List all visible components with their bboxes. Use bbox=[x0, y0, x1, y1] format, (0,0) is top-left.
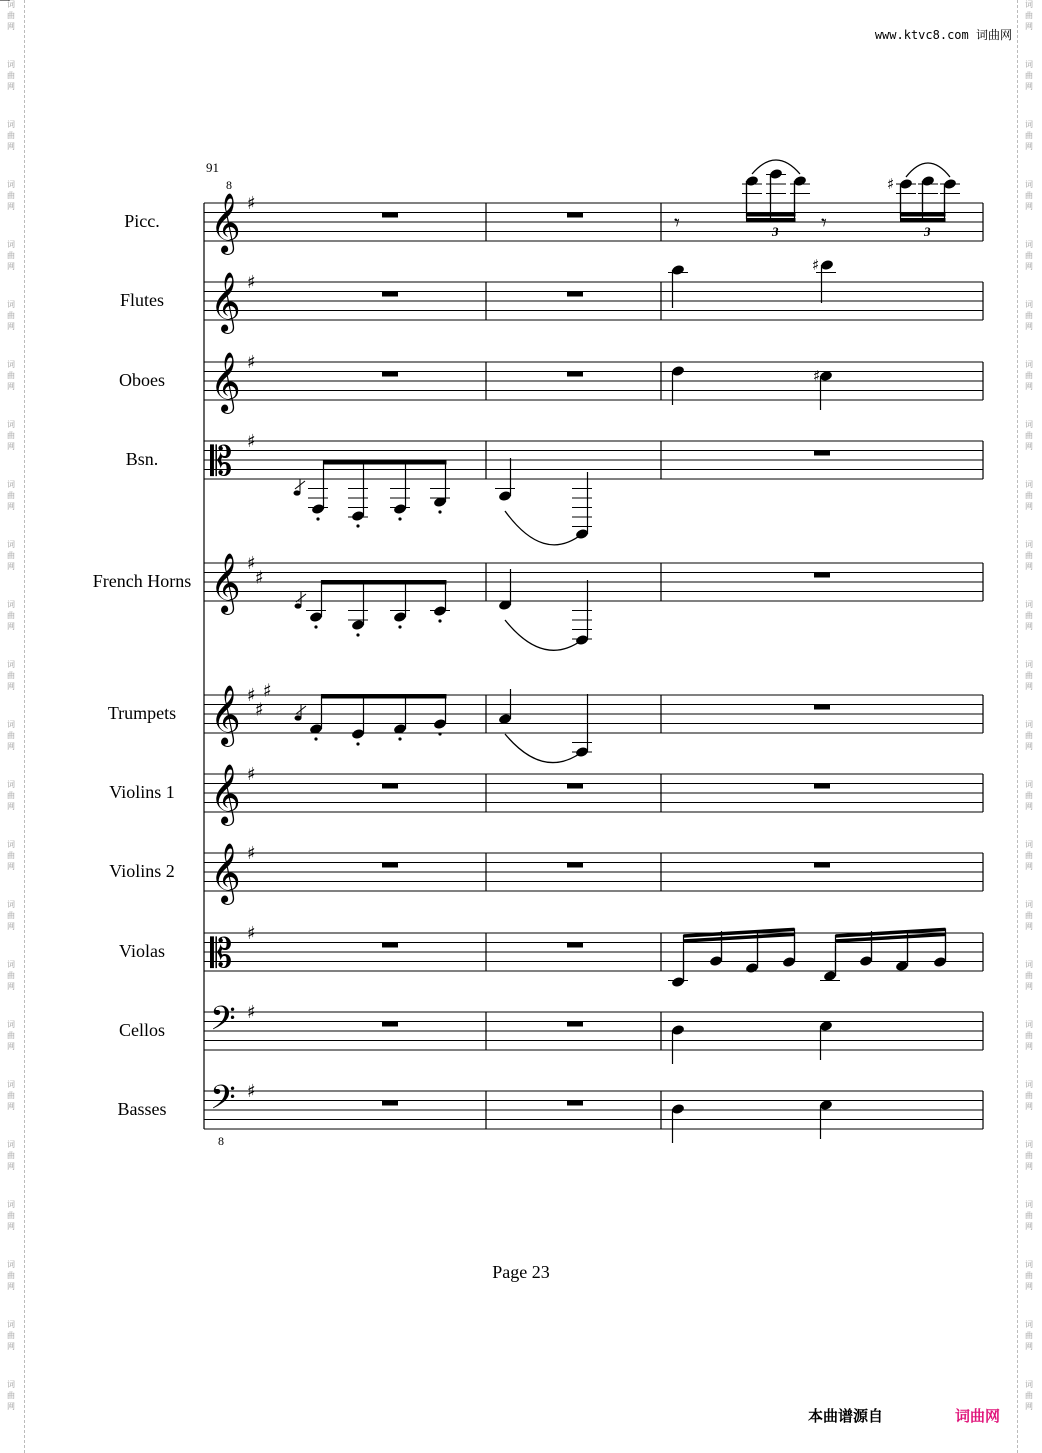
watermark-char: 曲 bbox=[7, 1391, 15, 1400]
watermark-char: 网 bbox=[1025, 622, 1033, 631]
sharp-key-signature: ♯ bbox=[247, 272, 256, 293]
watermark-char: 网 bbox=[1025, 1102, 1033, 1111]
watermark-char: 网 bbox=[1025, 82, 1033, 91]
watermark-char: 网 bbox=[1025, 382, 1033, 391]
watermark-char: 网 bbox=[1025, 262, 1033, 271]
watermark-char: 曲 bbox=[1025, 1271, 1033, 1280]
watermark-char: 曲 bbox=[1025, 11, 1033, 20]
treble-clef: 𝄞 bbox=[210, 764, 241, 825]
staccato-dot bbox=[438, 510, 441, 513]
treble-clef: 𝄞 bbox=[210, 843, 241, 904]
sharp-key-signature: ♯ bbox=[247, 685, 256, 706]
watermark-char: 网 bbox=[1025, 202, 1033, 211]
watermark-char: 网 bbox=[1025, 682, 1033, 691]
beam bbox=[900, 218, 946, 222]
watermark-char: 词 bbox=[1025, 300, 1033, 309]
watermark-char: 网 bbox=[7, 1222, 15, 1231]
watermark-char: 词 bbox=[1025, 960, 1033, 969]
accidental-sharp: ♯ bbox=[887, 175, 895, 193]
watermark-char: 曲 bbox=[7, 731, 15, 740]
octave-mark: 8 bbox=[218, 1134, 224, 1148]
alto-clef: 𝄡 bbox=[210, 439, 233, 486]
watermark-char: 曲 bbox=[1025, 371, 1033, 380]
staccato-dot bbox=[356, 742, 359, 745]
watermark-char: 曲 bbox=[7, 431, 15, 440]
sharp-key-signature: ♯ bbox=[247, 764, 256, 785]
measure-number: 91 bbox=[206, 160, 219, 175]
watermark-char: 网 bbox=[7, 142, 15, 151]
watermark-char: 网 bbox=[7, 1162, 15, 1171]
beam bbox=[746, 218, 796, 222]
treble-clef: 𝄞 bbox=[210, 272, 241, 333]
alto-clef: 𝄡 bbox=[210, 931, 233, 978]
watermark-char: 词 bbox=[7, 240, 15, 249]
staccato-dot bbox=[438, 619, 441, 622]
sharp-key-signature: ♯ bbox=[255, 699, 264, 721]
watermark-char: 网 bbox=[7, 502, 15, 511]
treble-clef: 𝄞 bbox=[210, 352, 241, 413]
whole-rest bbox=[567, 213, 583, 218]
watermark-char: 网 bbox=[7, 742, 15, 751]
watermark-char: 曲 bbox=[1025, 851, 1033, 860]
slur bbox=[505, 511, 582, 545]
whole-rest bbox=[382, 1101, 398, 1106]
watermark-char: 曲 bbox=[7, 611, 15, 620]
beam bbox=[323, 460, 447, 465]
watermark-char: 词 bbox=[7, 1020, 15, 1029]
watermark-char: 曲 bbox=[7, 911, 15, 920]
watermark-char: 网 bbox=[7, 1342, 15, 1351]
sharp-key-signature: ♯ bbox=[247, 1002, 256, 1023]
watermark-char: 曲 bbox=[7, 1211, 15, 1220]
watermark-char: 曲 bbox=[7, 551, 15, 560]
watermark-char: 网 bbox=[1025, 22, 1033, 31]
watermark-char: 词 bbox=[7, 180, 15, 189]
staccato-dot bbox=[438, 732, 441, 735]
whole-rest bbox=[382, 863, 398, 868]
slur bbox=[906, 163, 950, 177]
watermark-char: 词 bbox=[1025, 240, 1033, 249]
watermark-char: 曲 bbox=[7, 851, 15, 860]
eighth-rest: 𝄾 bbox=[674, 211, 680, 236]
beam bbox=[321, 694, 447, 699]
treble-clef: 𝄞 bbox=[210, 553, 241, 614]
watermark-char: 词 bbox=[1025, 720, 1033, 729]
staff bbox=[204, 680, 983, 747]
bass-clef: 𝄢 bbox=[210, 999, 236, 1046]
whole-rest bbox=[814, 784, 830, 789]
watermark-char: 曲 bbox=[1025, 491, 1033, 500]
watermark-char: 网 bbox=[7, 82, 15, 91]
watermark-char: 网 bbox=[1025, 862, 1033, 871]
watermark-char: 网 bbox=[7, 22, 15, 31]
grace-note bbox=[295, 715, 302, 720]
watermark-char: 词 bbox=[7, 1200, 15, 1209]
watermark-char: 曲 bbox=[1025, 971, 1033, 980]
watermark-char: 网 bbox=[7, 202, 15, 211]
watermark-char: 曲 bbox=[7, 311, 15, 320]
instrument-label-flutes: Flutes bbox=[119, 290, 164, 310]
slur bbox=[505, 734, 582, 763]
slur bbox=[505, 620, 582, 650]
site-name: 词曲网 bbox=[975, 28, 1012, 42]
whole-rest bbox=[567, 1101, 583, 1106]
watermark-char: 网 bbox=[1025, 1282, 1033, 1291]
watermark-char: 词 bbox=[7, 660, 15, 669]
watermark-char: 词 bbox=[7, 420, 15, 429]
sharp-key-signature: ♯ bbox=[247, 1081, 256, 1102]
watermark-char: 词 bbox=[1025, 540, 1033, 549]
watermark-char: 词 bbox=[1025, 1200, 1033, 1209]
watermark-char: 网 bbox=[7, 982, 15, 991]
watermark-char: 网 bbox=[7, 1042, 15, 1051]
watermark-char: 曲 bbox=[1025, 611, 1033, 620]
watermark-char: 曲 bbox=[7, 491, 15, 500]
watermark-char: 词 bbox=[1025, 600, 1033, 609]
watermark-char: 曲 bbox=[1025, 1331, 1033, 1340]
grace-note bbox=[295, 603, 302, 608]
instrument-label-basses: Basses bbox=[117, 1099, 167, 1119]
watermark-char: 曲 bbox=[7, 1031, 15, 1040]
sharp-key-signature: ♯ bbox=[247, 193, 256, 214]
watermark-char: 词 bbox=[1025, 1260, 1033, 1269]
watermark-char: 网 bbox=[7, 1282, 15, 1291]
sharp-key-signature: ♯ bbox=[263, 680, 272, 702]
watermark-char: 曲 bbox=[1025, 1091, 1033, 1100]
watermark-char: 词 bbox=[7, 360, 15, 369]
staff bbox=[204, 272, 983, 334]
watermark-char: 曲 bbox=[7, 1091, 15, 1100]
staccato-dot bbox=[398, 737, 401, 740]
watermark-char: 词 bbox=[1025, 1380, 1033, 1389]
accidental-sharp: ♯ bbox=[812, 256, 820, 274]
staccato-dot bbox=[314, 737, 317, 740]
staff bbox=[204, 1079, 983, 1148]
watermark-char: 曲 bbox=[7, 1271, 15, 1280]
treble-clef: 𝄞 bbox=[210, 685, 241, 746]
watermark-char: 曲 bbox=[1025, 311, 1033, 320]
watermark-char: 曲 bbox=[1025, 1211, 1033, 1220]
watermark-char: 曲 bbox=[7, 791, 15, 800]
staccato-dot bbox=[356, 633, 359, 636]
watermark-char: 词 bbox=[1025, 420, 1033, 429]
watermark-char: 词 bbox=[7, 720, 15, 729]
watermark-char: 词 bbox=[1025, 780, 1033, 789]
watermark-char: 网 bbox=[7, 382, 15, 391]
watermark-char: 词 bbox=[7, 540, 15, 549]
whole-rest bbox=[814, 451, 830, 456]
instrument-label-piccolo: Picc. bbox=[124, 211, 160, 231]
staccato-dot bbox=[314, 625, 317, 628]
whole-rest bbox=[382, 1022, 398, 1027]
watermark-char: 词 bbox=[7, 480, 15, 489]
sharp-key-signature: ♯ bbox=[247, 431, 256, 452]
watermark-char: 网 bbox=[1025, 1042, 1033, 1051]
tuplet-number: 3 bbox=[924, 224, 931, 239]
whole-rest bbox=[382, 372, 398, 377]
watermark-char: 网 bbox=[1025, 502, 1033, 511]
staff bbox=[204, 764, 983, 826]
beam bbox=[746, 213, 796, 217]
whole-rest bbox=[382, 943, 398, 948]
whole-rest bbox=[567, 863, 583, 868]
instrument-label-violas: Violas bbox=[119, 941, 165, 961]
sharp-key-signature: ♯ bbox=[247, 843, 256, 864]
watermark-char: 词 bbox=[1025, 480, 1033, 489]
watermark-char: 词 bbox=[7, 1260, 15, 1269]
watermark-char: 曲 bbox=[1025, 251, 1033, 260]
watermark-char: 词 bbox=[7, 960, 15, 969]
watermark-char: 词 bbox=[1025, 1020, 1033, 1029]
watermark-char: 曲 bbox=[7, 971, 15, 980]
watermark-char: 曲 bbox=[7, 671, 15, 680]
watermark-char: 网 bbox=[1025, 322, 1033, 331]
watermark-char: 网 bbox=[1025, 1162, 1033, 1171]
staff bbox=[204, 1000, 983, 1050]
whole-rest bbox=[567, 784, 583, 789]
beam bbox=[321, 580, 447, 585]
grace-note bbox=[294, 490, 301, 495]
eighth-rest: 𝄾 bbox=[821, 211, 827, 236]
footer-source-text: 本曲谱源自 bbox=[808, 1407, 884, 1425]
watermark-char: 词 bbox=[7, 60, 15, 69]
bass-clef: 𝄢 bbox=[210, 1078, 236, 1125]
watermark-char: 词 bbox=[1025, 900, 1033, 909]
watermark-char: 网 bbox=[1025, 742, 1033, 751]
whole-rest bbox=[382, 784, 398, 789]
watermark-char: 网 bbox=[7, 802, 15, 811]
staff bbox=[204, 178, 983, 255]
footer-logo[interactable]: 词曲网 bbox=[955, 1407, 1001, 1425]
watermark-char: 词 bbox=[7, 600, 15, 609]
watermark-char: 网 bbox=[1025, 442, 1033, 451]
watermark-char: 曲 bbox=[1025, 131, 1033, 140]
watermark-char: 曲 bbox=[7, 71, 15, 80]
watermark-char: 词 bbox=[1025, 120, 1033, 129]
staff bbox=[204, 352, 983, 414]
watermark-char: 曲 bbox=[7, 251, 15, 260]
watermark-char: 词 bbox=[1025, 60, 1033, 69]
watermark-char: 网 bbox=[7, 1402, 15, 1411]
watermark-char: 网 bbox=[7, 262, 15, 271]
watermark-char: 词 bbox=[7, 1320, 15, 1329]
watermark-char: 词 bbox=[7, 840, 15, 849]
watermark-char: 词 bbox=[1025, 0, 1033, 9]
watermark-char: 词 bbox=[7, 0, 15, 9]
whole-rest bbox=[567, 943, 583, 948]
watermark-char: 网 bbox=[7, 862, 15, 871]
accidental-sharp: ♯ bbox=[813, 367, 821, 385]
watermark-char: 词 bbox=[7, 900, 15, 909]
staff bbox=[204, 843, 983, 905]
staccato-dot bbox=[316, 517, 319, 520]
whole-rest bbox=[814, 863, 830, 868]
watermark-char: 网 bbox=[7, 442, 15, 451]
site-url[interactable]: www.ktvc8.com bbox=[874, 28, 969, 42]
watermark-char: 曲 bbox=[7, 1331, 15, 1340]
watermark-char: 网 bbox=[1025, 802, 1033, 811]
watermark-char: 曲 bbox=[1025, 1151, 1033, 1160]
whole-rest bbox=[567, 1022, 583, 1027]
instrument-label-oboes: Oboes bbox=[119, 370, 165, 390]
watermark-char: 词 bbox=[1025, 1080, 1033, 1089]
watermark-char: 曲 bbox=[1025, 731, 1033, 740]
sharp-key-signature: ♯ bbox=[247, 923, 256, 944]
whole-rest bbox=[382, 292, 398, 297]
watermark-char: 词 bbox=[1025, 360, 1033, 369]
staccato-dot bbox=[398, 625, 401, 628]
whole-rest bbox=[382, 213, 398, 218]
watermark-char: 曲 bbox=[7, 131, 15, 140]
instrument-label-trumpets: Trumpets bbox=[107, 703, 177, 723]
whole-rest bbox=[814, 705, 830, 710]
watermark-char: 曲 bbox=[1025, 71, 1033, 80]
instrument-label-french-horns: French Horns bbox=[92, 571, 192, 591]
watermark-char: 词 bbox=[7, 1380, 15, 1389]
sharp-key-signature: ♯ bbox=[247, 553, 256, 574]
watermark-char: 词 bbox=[7, 300, 15, 309]
watermark-char: 词 bbox=[1025, 1320, 1033, 1329]
watermark-char: 词 bbox=[7, 1080, 15, 1089]
staccato-dot bbox=[356, 524, 359, 527]
watermark-char: 曲 bbox=[7, 371, 15, 380]
treble-clef: 𝄞 bbox=[210, 193, 241, 254]
sharp-key-signature: ♯ bbox=[255, 567, 264, 589]
watermark-char: 曲 bbox=[1025, 911, 1033, 920]
octave-mark: 8 bbox=[226, 178, 232, 192]
watermark-char: 网 bbox=[7, 562, 15, 571]
watermark-char: 网 bbox=[1025, 1402, 1033, 1411]
watermark-char: 词 bbox=[7, 1140, 15, 1149]
watermark-char: 曲 bbox=[7, 11, 15, 20]
watermark-char: 曲 bbox=[7, 191, 15, 200]
instrument-label-bassoon: Bsn. bbox=[125, 449, 159, 469]
watermark-char: 曲 bbox=[1025, 671, 1033, 680]
watermark-char: 曲 bbox=[1025, 431, 1033, 440]
watermark-char: 网 bbox=[7, 682, 15, 691]
beam bbox=[900, 213, 946, 217]
whole-rest bbox=[567, 292, 583, 297]
watermark-char: 词 bbox=[7, 120, 15, 129]
watermark-char: 网 bbox=[1025, 1342, 1033, 1351]
watermark-char: 网 bbox=[1025, 1222, 1033, 1231]
watermark-char: 曲 bbox=[1025, 1391, 1033, 1400]
whole-rest bbox=[814, 573, 830, 578]
instrument-label-violins-1: Violins 1 bbox=[109, 782, 175, 802]
tuplet-number: 3 bbox=[772, 224, 779, 239]
watermark-char: 网 bbox=[7, 622, 15, 631]
watermark-char: 词 bbox=[1025, 180, 1033, 189]
instrument-label-violins-2: Violins 2 bbox=[109, 861, 175, 881]
page-number: Page 23 bbox=[492, 1262, 550, 1282]
watermark-char: 网 bbox=[1025, 982, 1033, 991]
watermark-char: 曲 bbox=[1025, 791, 1033, 800]
watermark-char: 词 bbox=[1025, 660, 1033, 669]
watermark-char: 网 bbox=[1025, 562, 1033, 571]
instrument-label-cellos: Cellos bbox=[118, 1020, 165, 1040]
whole-rest bbox=[567, 372, 583, 377]
staff bbox=[204, 553, 983, 615]
watermark-char: 网 bbox=[7, 1102, 15, 1111]
sharp-key-signature: ♯ bbox=[247, 352, 256, 373]
watermark-char: 曲 bbox=[1025, 191, 1033, 200]
watermark-char: 曲 bbox=[1025, 551, 1033, 560]
watermark-char: 曲 bbox=[7, 1151, 15, 1160]
watermark-char: 词 bbox=[7, 780, 15, 789]
watermark-char: 网 bbox=[7, 322, 15, 331]
staff bbox=[204, 431, 983, 485]
watermark-char: 曲 bbox=[1025, 1031, 1033, 1040]
staccato-dot bbox=[398, 517, 401, 520]
staff bbox=[204, 923, 983, 977]
watermark-char: 网 bbox=[1025, 142, 1033, 151]
watermark-char: 词 bbox=[1025, 1140, 1033, 1149]
watermark-char: 词 bbox=[1025, 840, 1033, 849]
watermark-char: 网 bbox=[1025, 922, 1033, 931]
watermark-char: 网 bbox=[7, 922, 15, 931]
